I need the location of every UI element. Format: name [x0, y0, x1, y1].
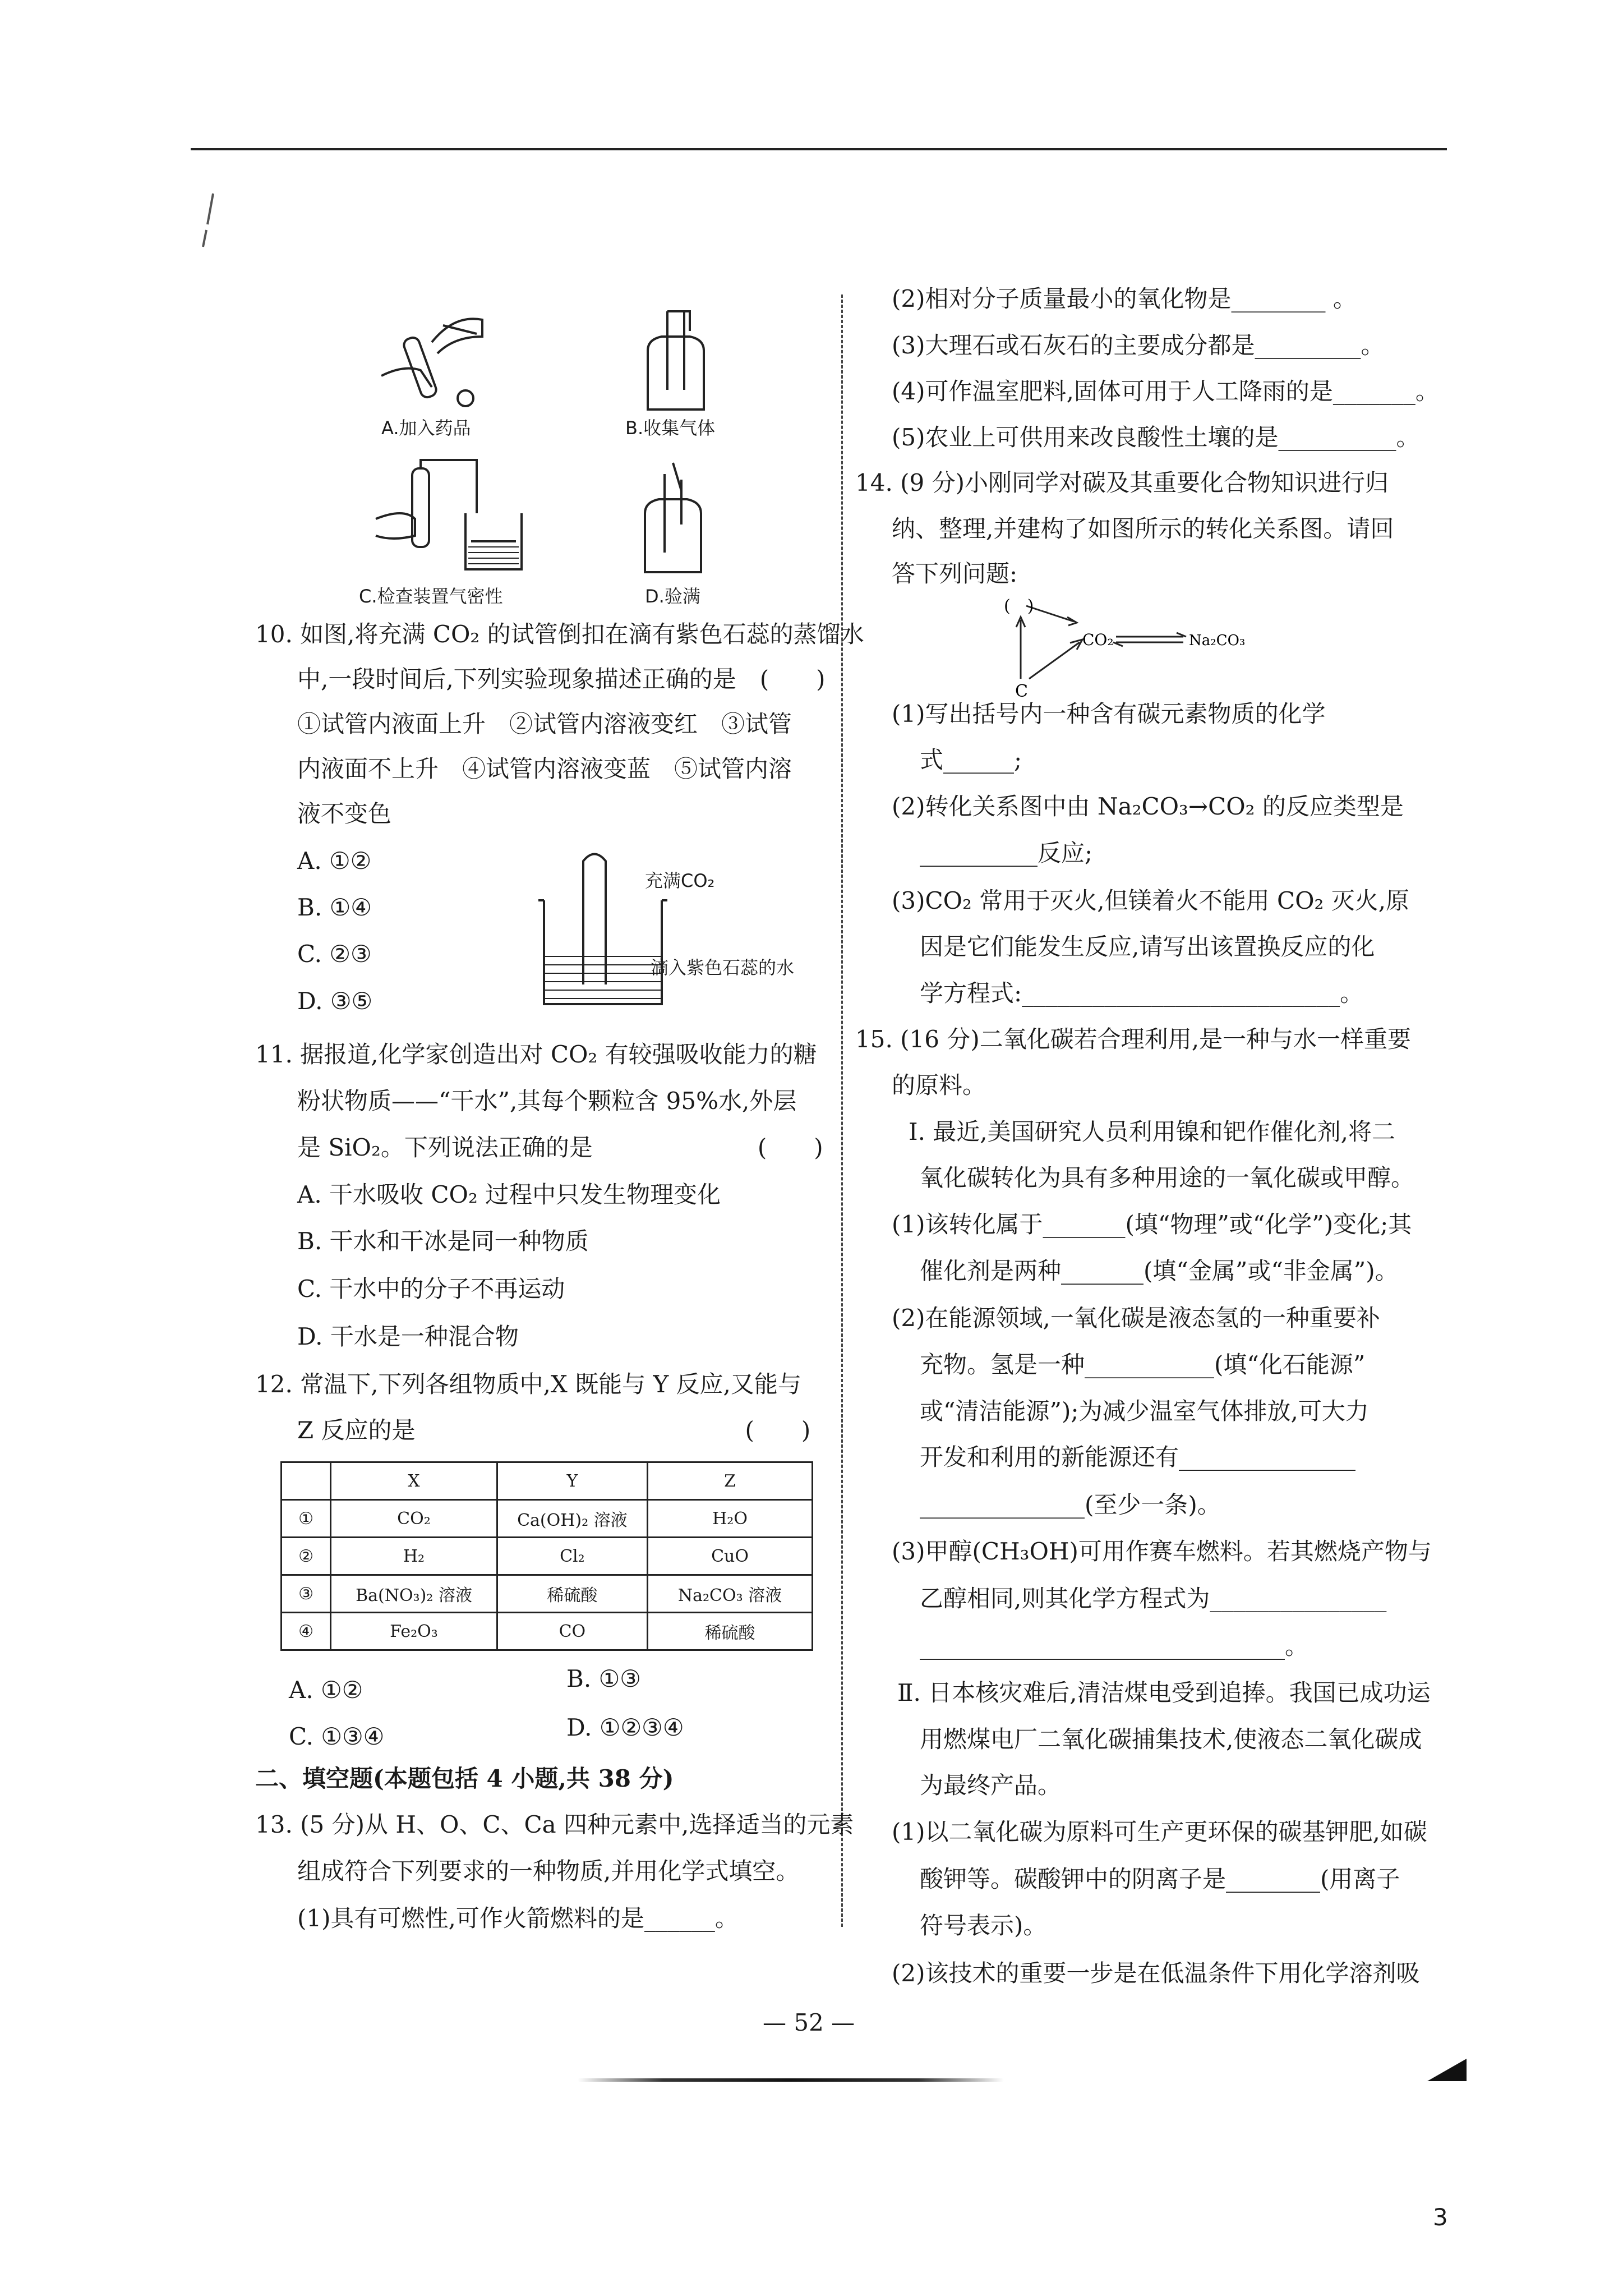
- figure-collect-gas: [637, 306, 715, 418]
- section-heading-fill-in: 二、填空题(本题包括 4 小题,共 38 分): [255, 1765, 674, 1792]
- table-row: [282, 1613, 813, 1650]
- q15-2-part-1b: 酸钾等。碳酸钾中的阴离子是________(用离子: [920, 1865, 1400, 1893]
- q12-line-2: Z 反应的是 ( ): [297, 1416, 811, 1444]
- top-rule: [191, 148, 1447, 150]
- table-row: [282, 1538, 813, 1575]
- carbon-conversion-diagram: [987, 595, 1301, 701]
- table-cell: ②: [282, 1538, 331, 1575]
- table-header-cell: Y: [497, 1462, 647, 1500]
- q11-line-3: 是 SiO₂。下列说法正确的是 ( ): [297, 1134, 823, 1161]
- table-cell: CO₂: [331, 1500, 497, 1538]
- q12-table: [280, 1461, 813, 1651]
- table-cell: Na₂CO₃ 溶液: [648, 1575, 813, 1613]
- q15-2-part-2a: (2)该技术的重要一步是在低温条件下用化学溶剂吸: [892, 1959, 1420, 1987]
- q15-section-1-line-1: Ⅰ. 最近,美国研究人员利用镍和钯作催化剂,将二: [909, 1118, 1395, 1145]
- q15-line-2: 的原料。: [892, 1071, 986, 1099]
- table-header-row: [282, 1462, 813, 1500]
- q10-line-4: 内液面不上升 ④试管内溶液变蓝 ⑤试管内溶: [297, 755, 792, 783]
- q14-part-3c: 学方程式:___________________________。: [920, 979, 1364, 1007]
- figure-caption-a: A.加入药品: [381, 417, 471, 439]
- q15-2-part-1c: 符号表示)。: [920, 1912, 1047, 1939]
- table-cell: ③: [282, 1575, 331, 1613]
- q11-line-2: 粉状物质——“干水”,其每个颗粒含 95%水,外层: [297, 1087, 797, 1115]
- q15-1-part-1a: (1)该转化属于_______(填“物理”或“化学”)变化;其: [892, 1211, 1412, 1238]
- table-cell: 稀硫酸: [648, 1613, 813, 1650]
- q11-option-d: D. 干水是一种混合物: [297, 1323, 519, 1350]
- q14-part-2a: (2)转化关系图中由 Na₂CO₃→CO₂ 的反应类型是: [892, 793, 1404, 820]
- q15-1-part-3b: 乙醇相同,则其化学方程式为_______________: [920, 1585, 1387, 1612]
- q15-line-1: 15. (16 分)二氧化碳若合理利用,是一种与水一样重要: [855, 1025, 1412, 1053]
- scan-corner-mark: [1424, 2053, 1469, 2087]
- table-cell: ①: [282, 1500, 331, 1538]
- q14-part-1a: (1)写出括号内一种含有碳元素物质的化学: [892, 700, 1326, 728]
- table-cell: Fe₂O₃: [331, 1613, 497, 1650]
- table-row: [282, 1575, 813, 1613]
- q13-line-1: 13. (5 分)从 H、O、C、Ca 四种元素中,选择适当的元素: [255, 1811, 854, 1838]
- figure-check-full: [634, 457, 712, 581]
- q10-option-c: C. ②③: [297, 940, 372, 968]
- q15-2-part-1a: (1)以二氧化碳为原料可生产更环保的碳基钾肥,如碳: [892, 1818, 1427, 1846]
- q13-part-1: (1)具有可燃性,可作火箭燃料的是______。: [297, 1904, 739, 1932]
- figure-caption-d: D.验满: [645, 586, 700, 607]
- diagram-carbon: C: [1015, 682, 1028, 701]
- q14-line-2: 纳、整理,并建构了如图所示的转化关系图。请回: [892, 515, 1394, 542]
- q10-line-2: 中,一段时间后,下列实验现象描述正确的是 ( ): [297, 665, 826, 693]
- q13-part-5: (5)农业上可供用来改良酸性土壤的是__________。: [892, 424, 1420, 451]
- scan-bottom-smudge: [578, 2078, 1004, 2082]
- q13-part-2: (2)相对分子质量最小的氧化物是________ 。: [892, 285, 1357, 312]
- q12-option-b: B. ①③: [566, 1665, 641, 1692]
- q15-section-1-line-2: 氧化碳转化为具有多种用途的一氧化碳或甲醇。: [920, 1164, 1415, 1191]
- diagram-co2: CO₂: [1082, 631, 1114, 649]
- q10-option-d: D. ③⑤: [297, 987, 373, 1015]
- q10-option-a: A. ①②: [297, 847, 372, 875]
- q15-1-part-3a: (3)甲醇(CH₃OH)可用作赛车燃料。若其燃烧产物与: [892, 1538, 1432, 1565]
- q10-line-3: ①试管内液面上升 ②试管内溶液变红 ③试管: [297, 710, 792, 738]
- q12-option-a: A. ①②: [289, 1676, 363, 1704]
- q13-part-4: (4)可作温室肥料,固体可用于人工降雨的是_______。: [892, 378, 1439, 405]
- q15-section-2-line-2: 用燃煤电厂二氧化碳捕集技术,使液态二氧化碳成: [920, 1726, 1422, 1753]
- table-cell: H₂: [331, 1538, 497, 1575]
- q15-1-part-2d: 开发和利用的新能源还有_______________: [920, 1443, 1356, 1471]
- figure-add-reagent: [370, 303, 505, 415]
- q15-section-2-line-3: 为最终产品。: [920, 1772, 1062, 1799]
- q15-1-part-2e: ______________(至少一条)。: [920, 1491, 1221, 1519]
- q12-option-c: C. ①③④: [289, 1723, 385, 1750]
- table-header-cell: Z: [648, 1462, 813, 1500]
- table-cell: H₂O: [648, 1500, 813, 1538]
- figure-caption-b: B.收集气体: [625, 417, 716, 439]
- column-divider: [841, 295, 843, 1927]
- q11-option-a: A. 干水吸收 CO₂ 过程中只发生物理变化: [297, 1181, 721, 1208]
- q14-line-3: 答下列问题:: [892, 560, 1018, 587]
- q14-part-3a: (3)CO₂ 常用于灭火,但镁着火不能用 CO₂ 灭火,原: [892, 887, 1410, 914]
- q11-option-b: B. 干水和干冰是同一种物质: [297, 1227, 589, 1255]
- table-cell: Ca(OH)₂ 溶液: [497, 1500, 647, 1538]
- figure-check-airtightness: [359, 457, 544, 581]
- table-cell: Cl₂: [497, 1538, 647, 1575]
- q12-line-1: 12. 常温下,下列各组物质中,X 既能与 Y 反应,又能与: [255, 1370, 801, 1398]
- q14-part-2b: __________反应;: [920, 839, 1093, 867]
- q15-1-part-3c: _______________________________。: [920, 1632, 1309, 1660]
- scan-mark: [191, 191, 224, 252]
- table-cell: 稀硫酸: [497, 1575, 647, 1613]
- q14-part-1b: 式______;: [920, 746, 1022, 774]
- table-cell: CuO: [648, 1538, 813, 1575]
- page-number: — 52 —: [763, 2009, 855, 2036]
- label-litmus-water: 滴入紫色石蕊的水: [651, 957, 795, 978]
- q15-1-part-1b: 催化剂是两种_______(填“金属”或“非金属”)。: [920, 1257, 1399, 1285]
- diagram-blank-bracket: ( ): [1004, 596, 1034, 616]
- q15-1-part-2b: 充物。氢是一种___________(填“化石能源”: [920, 1351, 1366, 1378]
- table-header-cell: [282, 1462, 331, 1500]
- q11-line-1: 11. 据报道,化学家创造出对 CO₂ 有较强吸收能力的糖: [255, 1041, 817, 1068]
- figure-caption-c: C.检查装置气密性: [359, 586, 503, 607]
- q10-option-b: B. ①④: [297, 894, 372, 921]
- table-header-cell: X: [331, 1462, 497, 1500]
- q15-1-part-2c: 或“清洁能源”);为减少温室气体排放,可大力: [920, 1397, 1369, 1425]
- corner-number: 3: [1433, 2203, 1448, 2231]
- q10-line-1: 10. 如图,将充满 CO₂ 的试管倒扣在滴有紫色石蕊的蒸馏水: [255, 620, 864, 648]
- q14-part-3b: 因是它们能发生反应,请写出该置换反应的化: [920, 933, 1375, 960]
- q15-section-2-line-1: Ⅱ. 日本核灾难后,清洁煤电受到追捧。我国已成功运: [897, 1679, 1431, 1706]
- q12-option-d: D. ①②③④: [566, 1714, 684, 1741]
- label-tube-co2: 充满CO₂: [645, 870, 715, 891]
- q14-line-1: 14. (9 分)小刚同学对碳及其重要化合物知识进行归: [855, 469, 1389, 496]
- q10-line-5: 液不变色: [297, 800, 392, 827]
- table-cell: Ba(NO₃)₂ 溶液: [331, 1575, 497, 1613]
- diagram-na2co3: Na₂CO₃: [1189, 632, 1246, 649]
- q11-option-c: C. 干水中的分子不再运动: [297, 1275, 565, 1303]
- table-row: [282, 1500, 813, 1538]
- table-cell: CO: [497, 1613, 647, 1650]
- q13-line-2: 组成符合下列要求的一种物质,并用化学式填空。: [297, 1857, 800, 1885]
- q15-1-part-2a: (2)在能源领域,一氧化碳是液态氢的一种重要补: [892, 1304, 1380, 1332]
- table-cell: ④: [282, 1613, 331, 1650]
- q13-part-3: (3)大理石或石灰石的主要成分都是_________。: [892, 332, 1385, 359]
